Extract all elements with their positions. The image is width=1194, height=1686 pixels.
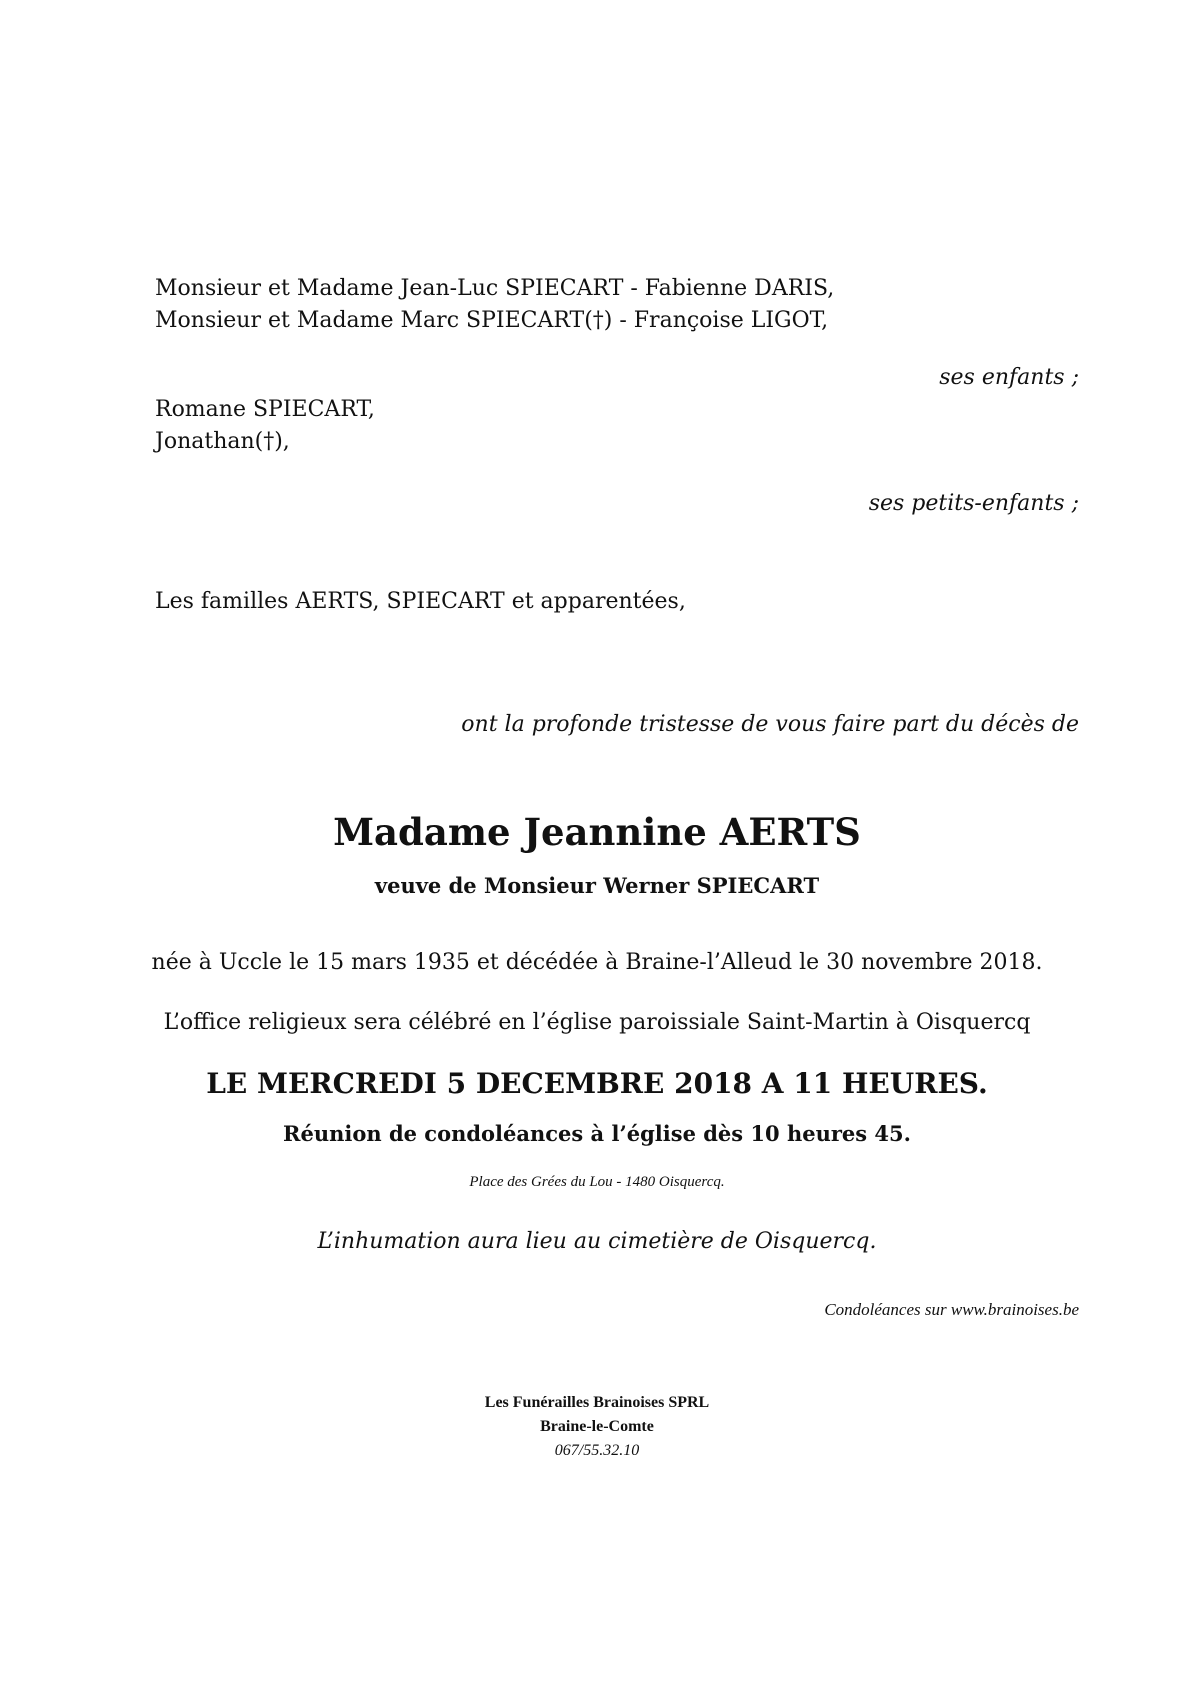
grandchildren-role: ses petits-enfants ; — [868, 491, 1079, 516]
footer-phone: 067/55.32.10 — [554, 1442, 640, 1459]
condolence-meeting-line: Réunion de condoléances à l’église dès 10 heures 45. — [283, 1121, 911, 1146]
birth-death-line: née à Uccle le 15 mars 1935 et décédée à Braine-l’Alleud le 30 novembre 2018. — [151, 950, 1043, 975]
families-line: Les familles AERTS, SPIECART et apparentées, — [155, 589, 686, 614]
deceased-relation: veuve de Monsieur Werner SPIECART — [374, 873, 820, 898]
children-line-2: Monsieur et Madame Marc SPIECART(†) - Françoise LIGOT, — [155, 308, 829, 333]
grandchildren-line-2: Jonathan(†), — [155, 429, 290, 454]
deceased-name: Madame Jeannine AERTS — [333, 810, 861, 854]
condolences-link-text: Condoléances sur www.brainoises.be — [824, 1300, 1079, 1319]
footer-city: Braine-le-Comte — [540, 1418, 654, 1435]
grandchildren-line-1: Romane SPIECART, — [155, 397, 375, 422]
footer-company: Les Funérailles Brainoises SPRL — [484, 1394, 710, 1411]
burial-line: L’inhumation aura lieu au cimetière de Oisquercq. — [317, 1229, 877, 1254]
service-date-heading: LE MERCREDI 5 DECEMBRE 2018 A 11 HEURES. — [206, 1067, 988, 1100]
children-role: ses enfants ; — [939, 365, 1079, 390]
announcement-text: ont la profonde tristesse de vous faire part du décès de — [461, 712, 1079, 737]
children-line-1: Monsieur et Madame Jean-Luc SPIECART - Fabienne DARIS, — [155, 276, 835, 301]
church-address: Place des Grées du Lou - 1480 Oisquercq. — [469, 1174, 725, 1190]
service-line: L’office religieux sera célébré en l’église paroissiale Saint-Martin à Oisquercq — [163, 1010, 1031, 1035]
